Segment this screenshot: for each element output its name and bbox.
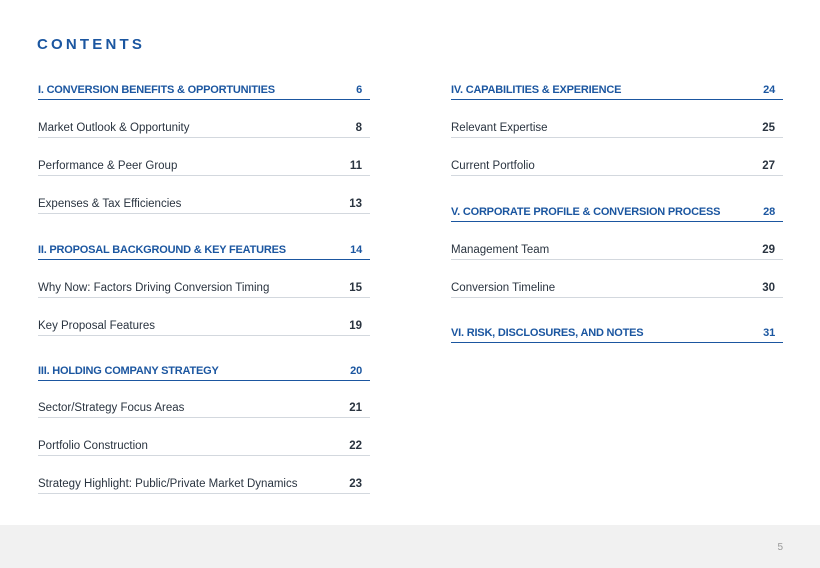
toc-item-strategy-highlight-public-private-market-dynamics — [38, 478, 370, 494]
toc-item-relevant-expertise — [451, 122, 783, 138]
toc-item-performance-peer-group — [38, 160, 370, 176]
toc-section-iv-capabilities-experience — [451, 84, 783, 100]
toc-item-management-team — [451, 244, 783, 260]
toc-entry-label: Portfolio Construction — [38, 440, 148, 452]
toc-section-i-conversion-benefits-opportunities — [38, 84, 370, 100]
toc-entry-page-number: 25 — [762, 122, 775, 134]
toc-entry-label: Conversion Timeline — [451, 282, 556, 294]
toc-entry-page-number: 6 — [356, 84, 362, 96]
toc-section-iii-holding-company-strategy — [38, 365, 370, 381]
toc-entry-page-number: 24 — [763, 84, 775, 96]
toc-entry-label: Why Now: Factors Driving Conversion Timing — [38, 282, 270, 294]
toc-section-vi-risk-disclosures-and-notes — [451, 327, 783, 343]
toc-item-sector-strategy-focus-areas — [38, 402, 370, 418]
toc-entry-page-number: 20 — [350, 365, 362, 377]
toc-entry-page-number: 28 — [763, 206, 775, 218]
toc-entry-label: Performance & Peer Group — [38, 160, 178, 172]
toc-entry-page-number: 21 — [349, 402, 362, 414]
toc-entry-page-number: 19 — [349, 320, 362, 332]
toc-entry-page-number: 11 — [349, 160, 362, 172]
toc-entry-label: Strategy Highlight: Public/Private Market Dynamics — [38, 478, 298, 490]
toc-entry-label: V. CORPORATE PROFILE & CONVERSION PROCESS — [451, 206, 721, 218]
toc-entry-label: Current Portfolio — [451, 160, 535, 172]
toc-entry-label: I. CONVERSION BENEFITS & OPPORTUNITIES — [38, 84, 275, 96]
toc-entry-page-number: 8 — [355, 122, 362, 134]
toc-section-v-corporate-profile-conversion-process — [451, 206, 783, 222]
toc-entry-label: III. HOLDING COMPANY STRATEGY — [38, 365, 219, 377]
toc-item-market-outlook-opportunity — [38, 122, 370, 138]
toc-entry-page-number: 13 — [349, 198, 362, 210]
toc-section-ii-proposal-background-key-features — [38, 244, 370, 260]
toc-item-expenses-tax-efficiencies — [38, 198, 370, 214]
toc-entry-label: II. PROPOSAL BACKGROUND & KEY FEATURES — [38, 244, 286, 256]
toc-item-portfolio-construction — [38, 440, 370, 456]
toc-entry-label: Management Team — [451, 244, 550, 256]
toc-entry-label: IV. CAPABILITIES & EXPERIENCE — [451, 84, 622, 96]
toc-entry-page-number: 30 — [762, 282, 775, 294]
toc-entry-page-number: 23 — [349, 478, 362, 490]
footer-band — [0, 525, 820, 568]
toc-item-key-proposal-features — [38, 320, 370, 336]
toc-entry-label: Key Proposal Features — [38, 320, 155, 332]
toc-item-why-now-factors-driving-conversion-timing — [38, 282, 370, 298]
toc-entry-page-number: 29 — [762, 244, 775, 256]
toc-entry-page-number: 27 — [762, 160, 775, 172]
toc-entry-label: VI. RISK, DISCLOSURES, AND NOTES — [451, 327, 644, 339]
toc-entry-page-number: 22 — [349, 440, 362, 452]
toc-entry-page-number: 14 — [350, 244, 362, 256]
toc-entry-page-number: 31 — [763, 327, 775, 339]
toc-entry-label: Sector/Strategy Focus Areas — [38, 402, 185, 414]
toc-entry-page-number: 15 — [349, 282, 362, 294]
page-title: CONTENTS — [37, 36, 146, 53]
page-number: 5 — [777, 542, 783, 553]
toc-item-current-portfolio — [451, 160, 783, 176]
toc-entry-label: Relevant Expertise — [451, 122, 548, 134]
toc-item-conversion-timeline — [451, 282, 783, 298]
toc-entry-label: Market Outlook & Opportunity — [38, 122, 190, 134]
toc-entry-label: Expenses & Tax Efficiencies — [38, 198, 182, 210]
